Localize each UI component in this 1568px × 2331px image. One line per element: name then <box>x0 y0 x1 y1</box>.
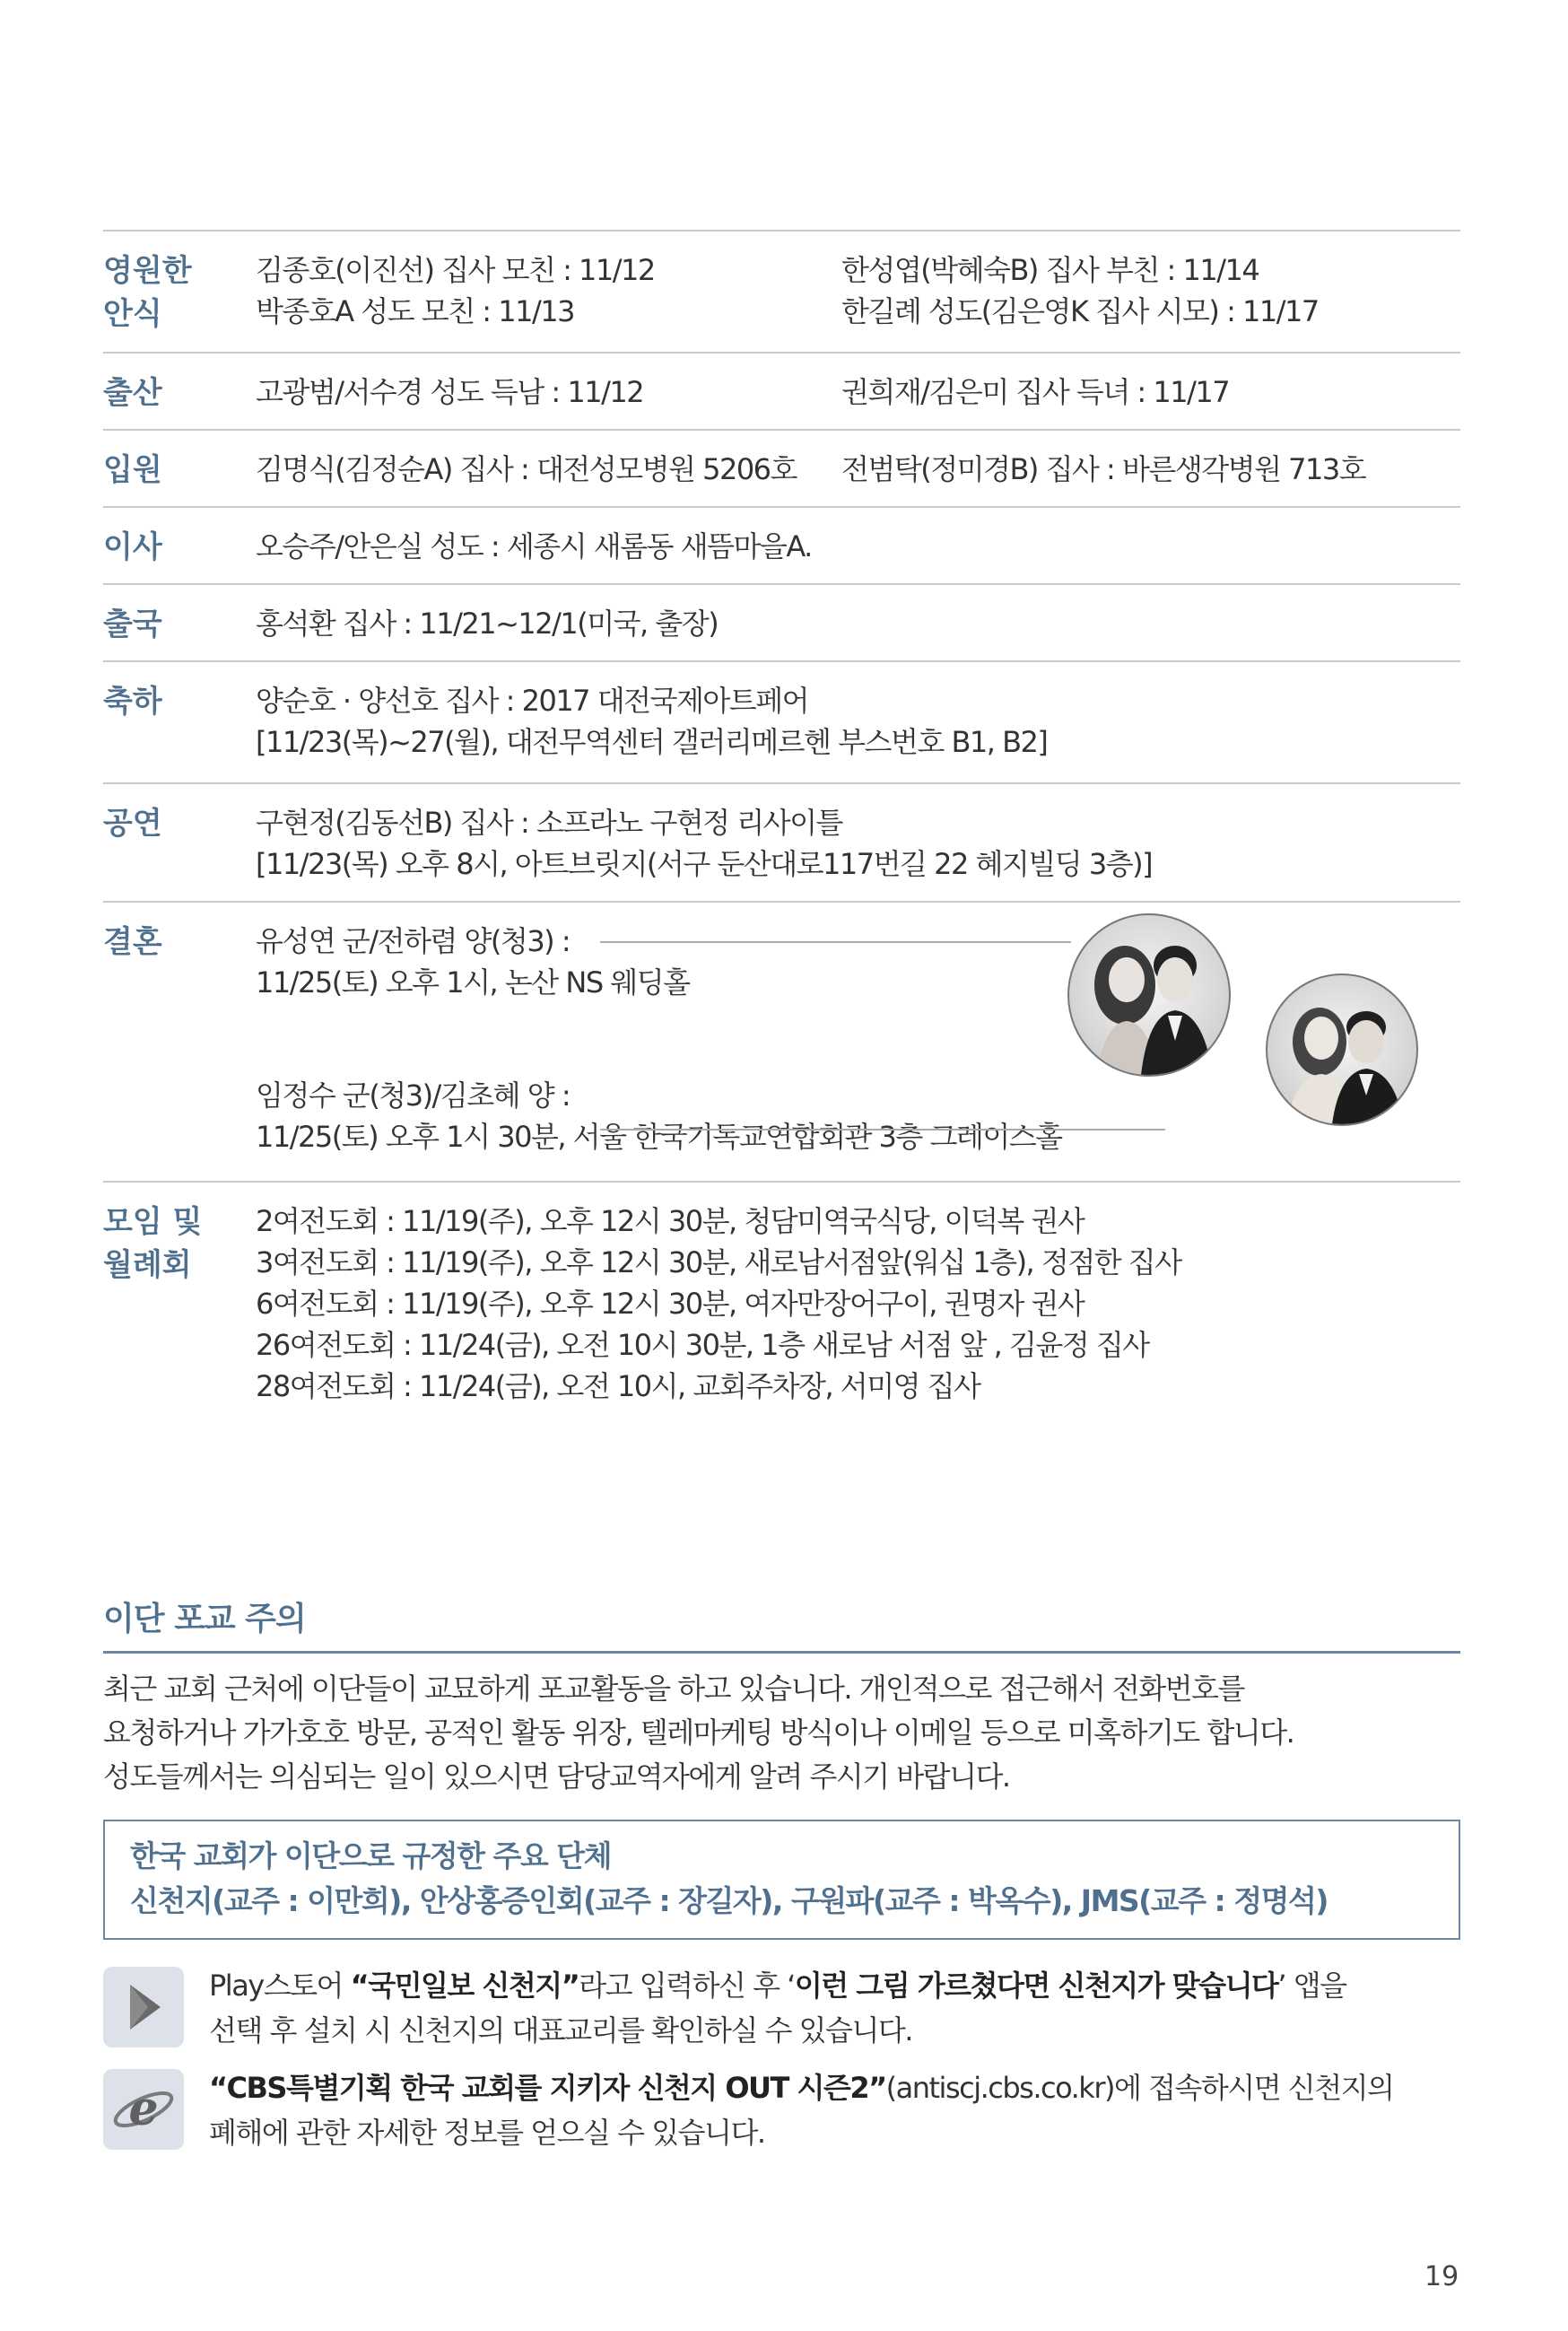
meeting-line: 2여전도회 : 11/19(주), 오후 12시 30분, 청담미역국식당, 이덕복 권사 <box>256 1204 1085 1238</box>
notice-category: 결혼 <box>103 924 162 960</box>
notice-category: 입원 <box>103 452 162 488</box>
info-text: 라고 입력하신 후 ‘ <box>579 1969 795 2003</box>
heresy-paragraph-line: 최근 교회 근처에 이단들이 교묘하게 포교활동을 하고 있습니다. 개인적으로 접근해서 전화번호를 <box>103 1672 1244 1706</box>
leader-line <box>600 941 1071 943</box>
heresy-section-title: 이단 포교 주의 <box>103 1601 306 1637</box>
meeting-line: 3여전도회 : 11/19(주), 오후 12시 30분, 새로남서점앞(워십 1층), 정점한 집사 <box>256 1245 1181 1279</box>
notice-row-hospital <box>103 431 1460 508</box>
notice-line: 홍석환 집사 : 11/21~12/1(미국, 출장) <box>256 607 719 641</box>
notice-line: 한성엽(박혜숙B) 집사 부친 : 11/14 <box>841 253 1259 287</box>
notice-row-performance <box>103 784 1460 903</box>
notice-line: 박종호A 성도 모친 : 11/13 <box>256 294 574 328</box>
wedding-details: 11/25(토) 오후 1시 30분, 서울 한국기독교연합회관 3층 그레이스홀 <box>256 1120 1062 1154</box>
notice-line: 김명식(김정순A) 집사 : 대전성모병원 5206호 <box>256 452 797 486</box>
notice-category: 공연 <box>103 806 162 842</box>
couple-photo <box>1266 973 1418 1126</box>
notice-row-meetings <box>103 1183 1460 1407</box>
notice-line: 오승주/안은실 성도 : 세종시 새롬동 새뜸마을A. <box>256 529 812 563</box>
section-divider <box>103 1651 1460 1654</box>
notice-row-wedding <box>103 903 1460 1183</box>
play-store-icon <box>103 1967 184 2047</box>
meeting-line: 6여전도회 : 11/19(주), 오후 12시 30분, 여자만장어구이, 권명자 권사 <box>256 1287 1085 1321</box>
wedding-couple: 임정수 군(청3)/김초혜 양 : <box>256 1078 571 1113</box>
info-text: Play스토어 <box>209 1969 351 2003</box>
info-text: ’ 앱을 <box>1277 1969 1346 2003</box>
leader-line <box>600 1129 1165 1131</box>
notice-line: [11/23(목) 오후 8시, 아트브릿지(서구 둔산대로117번길 22 혜지빌딩 3층)] <box>256 847 1153 881</box>
notice-line: 고광범/서수경 성도 득남 : 11/12 <box>256 375 644 409</box>
info-app-name: 이런 그림 가르쳤다면 신천지가 맞습니다 <box>794 1969 1278 2003</box>
meeting-line: 28여전도회 : 11/24(금), 오전 10시, 교회주차장, 서미영 집사 <box>256 1369 980 1403</box>
wedding-details: 11/25(토) 오후 1시, 논산 NS 웨딩홀 <box>256 965 690 1000</box>
notice-row-moving <box>103 508 1460 585</box>
heresy-groups-list: 신천지(교주 : 이만희), 안상홍증인회(교주 : 장길자), 구원파(교주 : 박옥수), JMS(교주 : 정명석) <box>130 1883 1328 1918</box>
info-text: 폐해에 관한 자세한 정보를 얻으실 수 있습니다. <box>209 2116 765 2150</box>
notice-category: 이사 <box>103 529 162 565</box>
internet-explorer-icon <box>103 2069 184 2150</box>
notice-line: 전범탁(정미경B) 집사 : 바른생각병원 713호 <box>841 452 1366 486</box>
notice-category: 축하 <box>103 684 162 720</box>
notice-line: 권희재/김은미 집사 득녀 : 11/17 <box>841 375 1230 409</box>
notice-line: [11/23(목)~27(월), 대전무역센터 갤러리메르헨 부스번호 B1, B2] <box>256 725 1048 759</box>
page-number: 19 <box>1424 2261 1459 2292</box>
heresy-groups-box <box>103 1820 1460 1940</box>
meeting-line: 26여전도회 : 11/24(금), 오전 10시 30분, 1층 새로남 서점 앞 , 김윤정 집사 <box>256 1328 1149 1362</box>
notice-row-condolence <box>103 231 1460 354</box>
heresy-groups-title: 한국 교회가 이단으로 규정한 주요 단체 <box>130 1838 611 1873</box>
notice-category: 영원한 안식 <box>103 253 192 332</box>
notice-category: 모임 및 월례회 <box>103 1204 203 1283</box>
heresy-paragraph-line: 요청하거나 가가호호 방문, 공적인 활동 위장, 텔레마케팅 방식이나 이메일 등으로 미혹하기도 합니다. <box>103 1716 1294 1750</box>
info-text: (antiscj.cbs.co.kr)에 접속하시면 신천지의 <box>885 2071 1394 2105</box>
notice-category: 출산 <box>103 375 162 411</box>
info-program-name: “CBS특별기획 한국 교회를 지키자 신천지 OUT 시즌2” <box>209 2071 886 2105</box>
couple-photo <box>1067 913 1231 1077</box>
info-item-website <box>103 2065 1460 2155</box>
info-item-play-store <box>103 1963 1460 2053</box>
info-keyword: “국민일보 신천지” <box>350 1969 579 2003</box>
notice-line: 한길례 성도(김은영K 집사 시모) : 11/17 <box>841 294 1319 328</box>
notice-line: 양순호 · 양선호 집사 : 2017 대전국제아트페어 <box>256 684 809 718</box>
notice-category: 출국 <box>103 607 162 642</box>
wedding-couple: 유성연 군/전하렴 양(청3) : <box>256 924 571 958</box>
notice-table <box>103 230 1460 1407</box>
heresy-body <box>103 1667 1460 1799</box>
notice-line: 김종호(이진선) 집사 모친 : 11/12 <box>256 253 655 287</box>
notice-line: 구현정(김동선B) 집사 : 소프라노 구현정 리사이틀 <box>256 806 842 840</box>
notice-row-birth <box>103 354 1460 431</box>
notice-row-congrats <box>103 662 1460 784</box>
heresy-paragraph-line: 성도들께서는 의심되는 일이 있으시면 담당교역자에게 알려 주시기 바랍니다. <box>103 1759 1010 1794</box>
info-text: 선택 후 설치 시 신천지의 대표교리를 확인하실 수 있습니다. <box>209 2013 912 2047</box>
svg-text:e: e <box>128 2082 159 2136</box>
notice-row-departure <box>103 585 1460 662</box>
